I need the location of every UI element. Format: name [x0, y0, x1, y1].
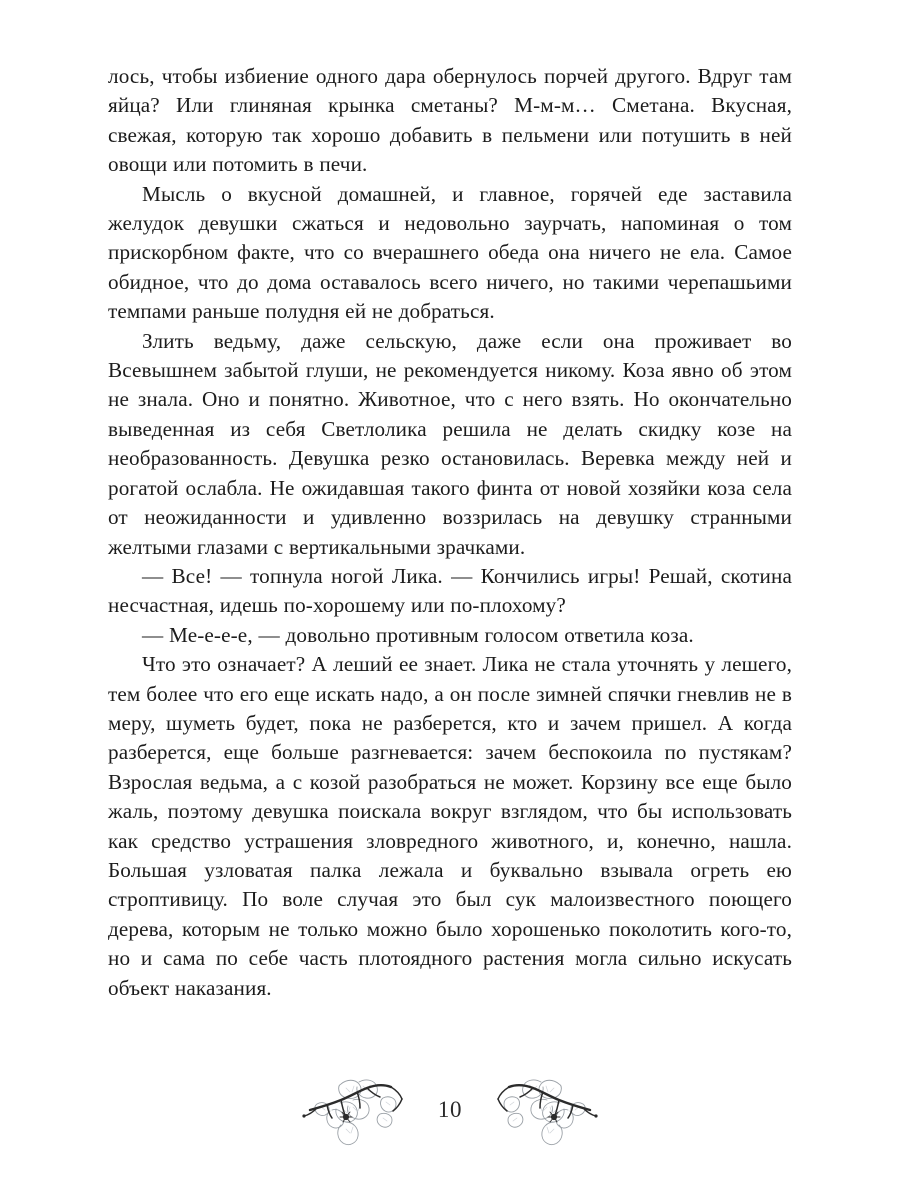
page-footer: [0, 1068, 900, 1154]
paragraph: Что это означает? А леший ее знает. Лика не стала уточнять у лешего, тем более что его еще искать надо, а он после зимней спячки гневлив не в меру, шуметь будет, пока не разберется, кто и зачем пришел. А когда разберется, еще больше разгневается: зачем беспокоила по пустякам? Взрослая ведьма, а с козой разобраться не может. Корзину все еще было жаль, поэтому девушка поискала вокруг взглядом, что бы использовать как средство устрашения зловредного животного, и, конечно, нашла. Большая узловатая палка лежала и буквально взывала огреть ею строптивицу. По воле случая это был сук малоизвестного поющего дерева, которым не только можно было хорошенько поколотить кого-то, но и сама по себе часть плотоядного растения могла сильно искусать объект наказания.: [108, 652, 792, 1000]
cherry-blossom-branch-icon: [297, 1070, 415, 1152]
paragraph: Мысль о вкусной домашней, и главное, горячей еде заставила желудок девушки сжаться и недовольно заурчать, напоминая о том прискорбном факте, что со вчерашнего обеда она ничего не ела. Самое обидное, что до дома оставалось всего ничего, но такими черепашьими темпами раньше полудня ей не добраться.: [108, 181, 792, 324]
body-text-column: [108, 62, 792, 1003]
page-number: 10: [437, 1097, 463, 1122]
paragraph: — Ме-е-е-е, — довольно противным голосом ответила коза.: [142, 622, 694, 647]
paragraph: лось, чтобы избиение одного дара обернулось порчей другого. Вдруг там яйца? Или глиняная крынка сметаны? М-м-м… Сметана. Вкусная, свежая, которую так хорошо добавить в пельмени или потушить в ней овощи или потомить в печи.: [108, 64, 792, 177]
cherry-blossom-branch-icon-mirrored: [485, 1070, 603, 1152]
paragraph: Злить ведьму, даже сельскую, даже если она проживает во Всевышнем забытой глуши, не рекомендуется никому. Коза явно об этом не знала. Оно и понятно. Животное, что с него взять. Но окончательно выведенная из себя Светлолика решила не делать скидку козе на необразованность. Девушка резко остановилась. Веревка между ней и рогатой ослабла. Не ожидавшая такого финта от новой хозяйки коза села от неожиданности и удивленно воззрилась на девушку странными желтыми глазами с вертикальными зрачками.: [108, 328, 792, 559]
paragraph: — Все! — топнула ногой Лика. — Кончились игры! Решай, скотина несчастная, идешь по-хорошему или по-плохому?: [108, 563, 792, 618]
